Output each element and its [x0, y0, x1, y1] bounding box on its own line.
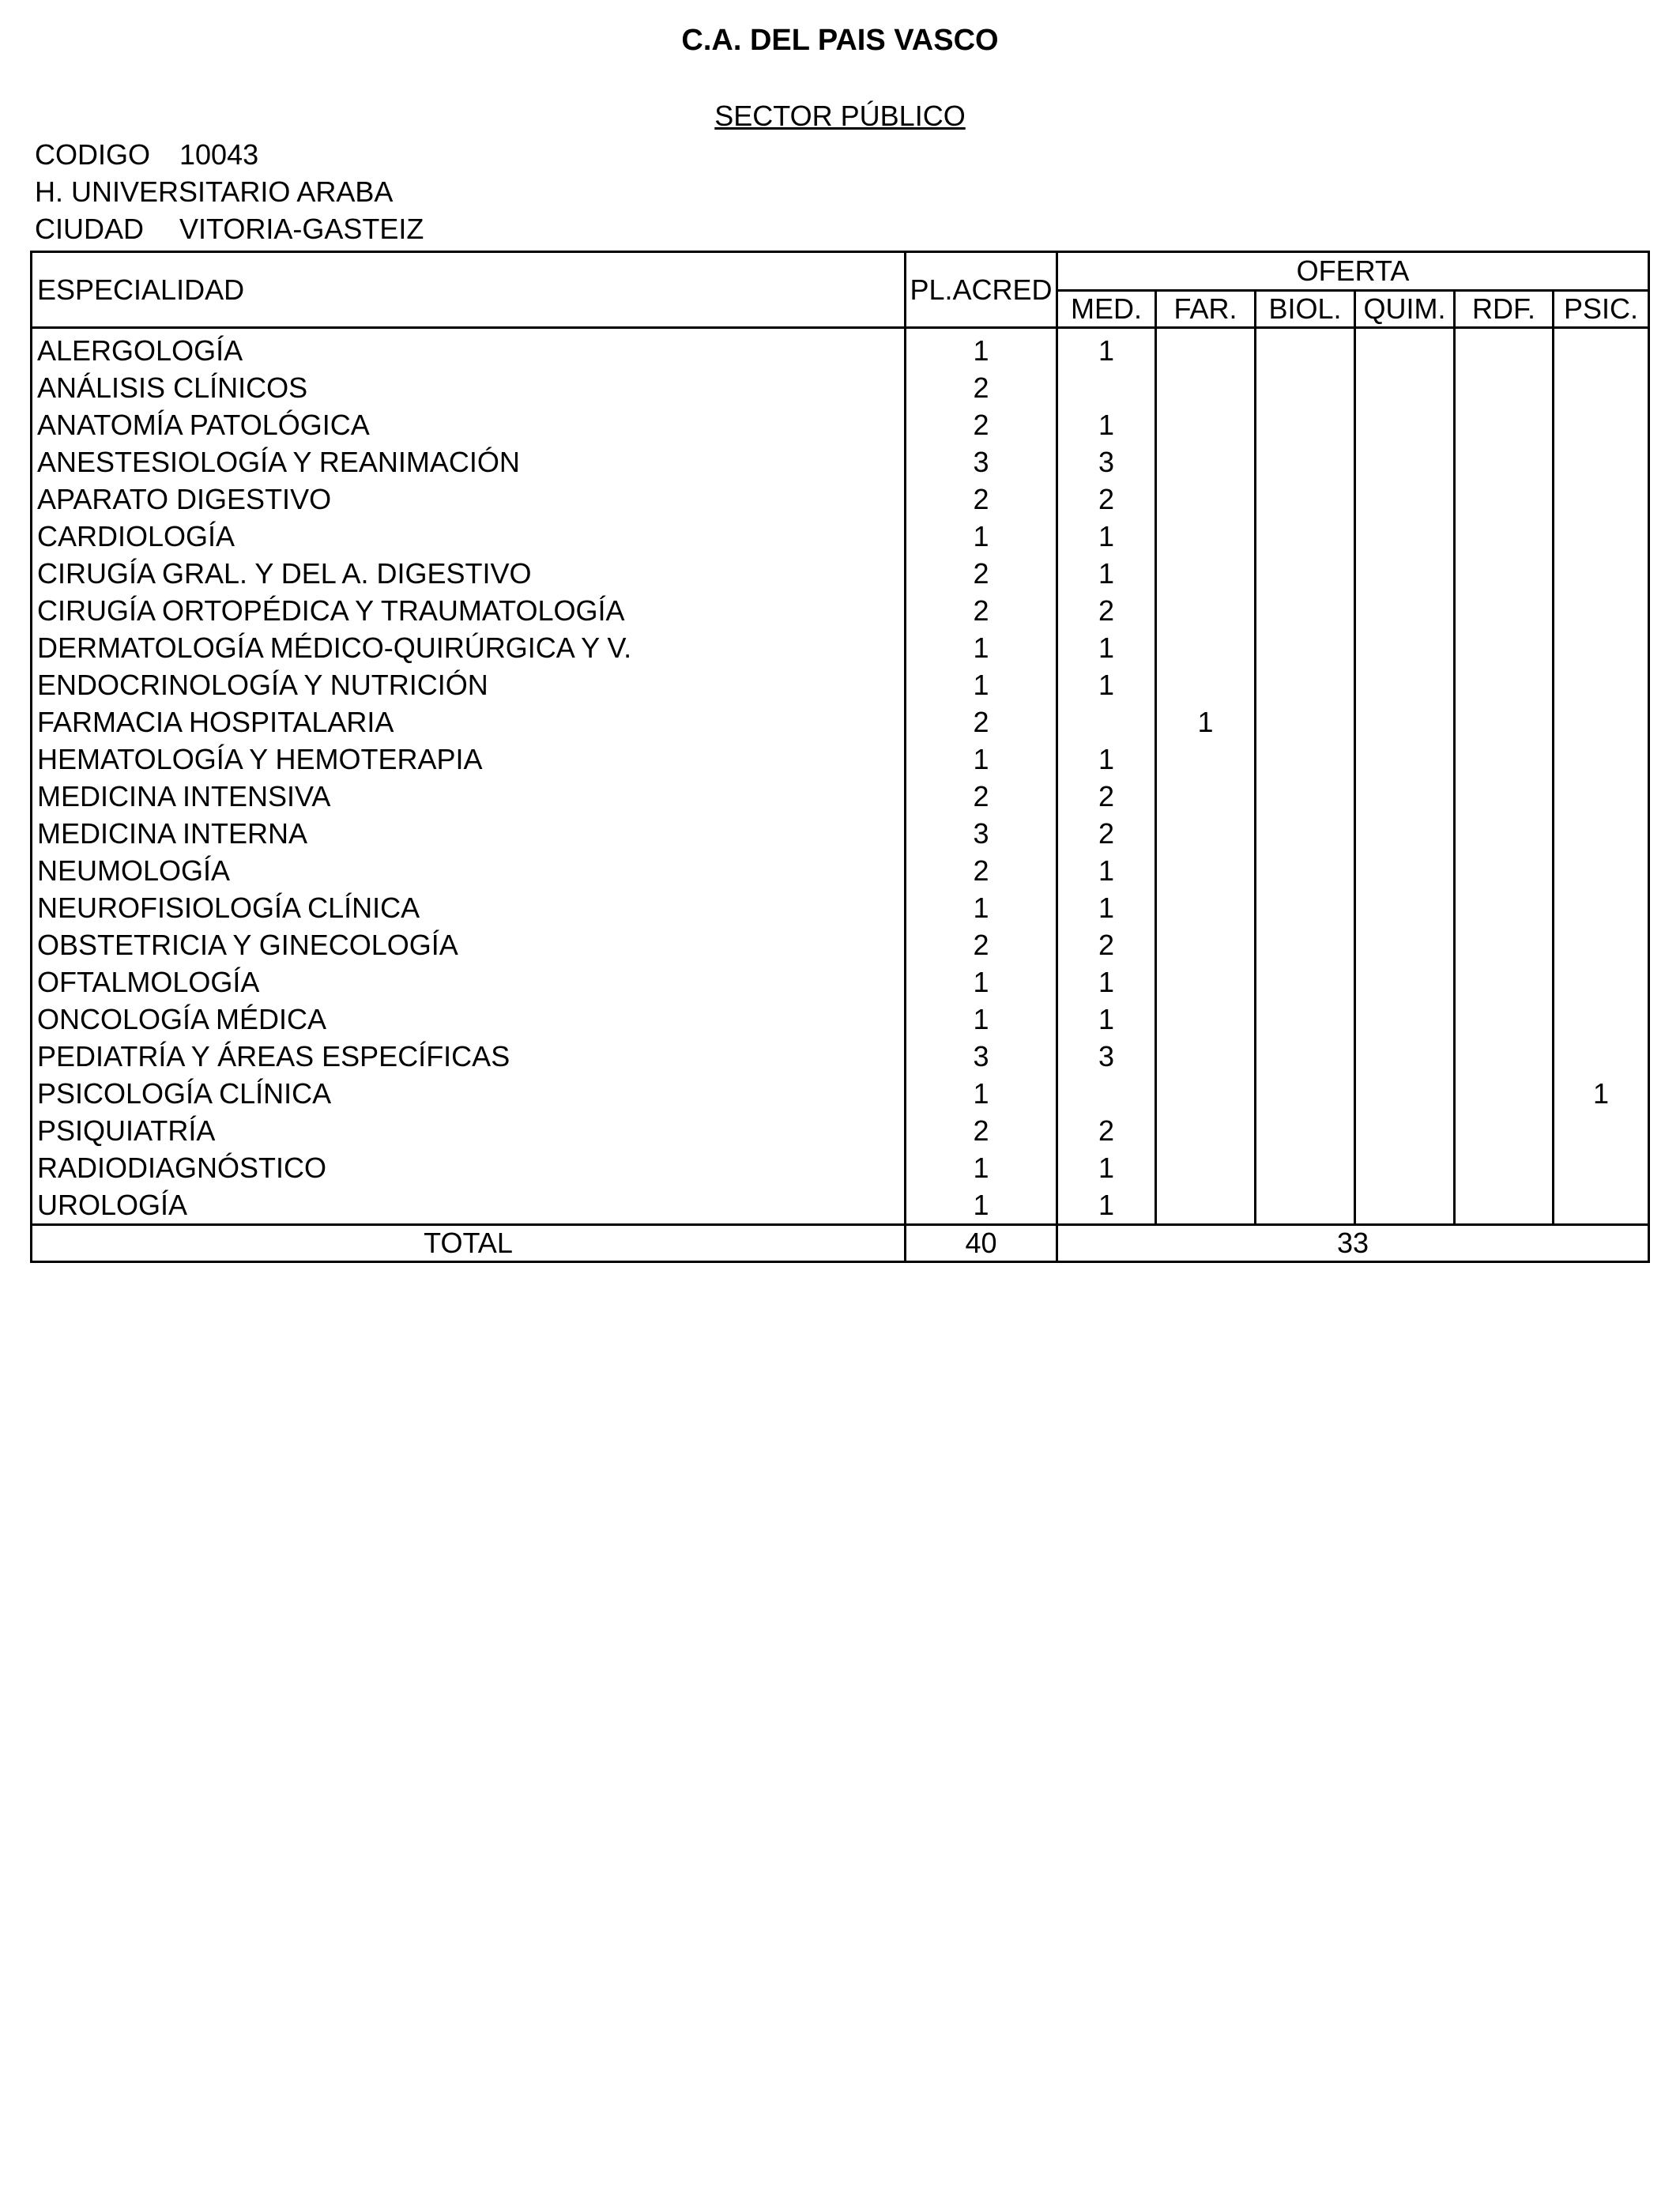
cell-name: ANÁLISIS CLÍNICOS — [32, 369, 906, 406]
cell-biol — [1256, 815, 1355, 852]
cell-psic — [1554, 1149, 1649, 1186]
cell-psic — [1554, 815, 1649, 852]
table-row — [32, 369, 1649, 406]
cell-med: 1 — [1057, 963, 1156, 1001]
table-row — [32, 443, 1649, 481]
cell-med — [1057, 703, 1156, 741]
cell-psic — [1554, 889, 1649, 926]
cell-psic — [1554, 1001, 1649, 1038]
cell-far — [1156, 1075, 1256, 1112]
table-row — [32, 592, 1649, 629]
cell-quim — [1355, 406, 1455, 443]
codigo-value: 10043 — [179, 138, 259, 171]
table-row — [32, 703, 1649, 741]
cell-quim — [1355, 369, 1455, 406]
cell-placred: 1 — [906, 518, 1057, 555]
cell-rdf — [1455, 703, 1554, 741]
table-row — [32, 406, 1649, 443]
cell-name: ALERGOLOGÍA — [32, 328, 906, 370]
table-row — [32, 1001, 1649, 1038]
cell-placred: 2 — [906, 481, 1057, 518]
table-row — [32, 815, 1649, 852]
cell-med: 2 — [1057, 778, 1156, 815]
cell-biol — [1256, 1001, 1355, 1038]
cell-psic — [1554, 443, 1649, 481]
cell-rdf — [1455, 1149, 1554, 1186]
cell-placred: 3 — [906, 1038, 1057, 1075]
page-title: C.A. DEL PAIS VASCO — [681, 24, 999, 57]
cell-far — [1156, 741, 1256, 778]
cell-rdf — [1455, 481, 1554, 518]
cell-med: 1 — [1057, 629, 1156, 666]
cell-placred: 1 — [906, 1186, 1057, 1225]
col-header-quim: QUIM. — [1355, 291, 1455, 328]
total-oferta: 33 — [1057, 1225, 1649, 1262]
cell-placred: 2 — [906, 778, 1057, 815]
cell-name: PSICOLOGÍA CLÍNICA — [32, 1075, 906, 1112]
header-row-1 — [32, 252, 1649, 291]
col-header-biol: BIOL. — [1256, 291, 1355, 328]
total-placred: 40 — [906, 1225, 1057, 1262]
cell-name: ANATOMÍA PATOLÓGICA — [32, 406, 906, 443]
cell-name: MEDICINA INTENSIVA — [32, 778, 906, 815]
ciudad-label: CIUDAD — [35, 213, 145, 245]
cell-quim — [1355, 443, 1455, 481]
cell-name: OFTALMOLOGÍA — [32, 963, 906, 1001]
cell-biol — [1256, 555, 1355, 592]
cell-name: NEUMOLOGÍA — [32, 852, 906, 889]
cell-name: MEDICINA INTERNA — [32, 815, 906, 852]
table-row — [32, 1075, 1649, 1112]
cell-med: 1 — [1057, 852, 1156, 889]
cell-far — [1156, 629, 1256, 666]
cell-placred: 1 — [906, 889, 1057, 926]
sector-label: SECTOR PÚBLICO — [714, 100, 966, 132]
cell-far — [1156, 666, 1256, 703]
cell-psic — [1554, 406, 1649, 443]
cell-biol — [1256, 666, 1355, 703]
cell-name: ONCOLOGÍA MÉDICA — [32, 1001, 906, 1038]
cell-rdf — [1455, 815, 1554, 852]
cell-biol — [1256, 741, 1355, 778]
table-row — [32, 778, 1649, 815]
cell-psic — [1554, 1112, 1649, 1149]
cell-rdf — [1455, 666, 1554, 703]
cell-quim — [1355, 1149, 1455, 1186]
cell-far — [1156, 555, 1256, 592]
cell-med — [1057, 369, 1156, 406]
cell-placred: 1 — [906, 963, 1057, 1001]
cell-far — [1156, 369, 1256, 406]
cell-psic — [1554, 703, 1649, 741]
cell-rdf — [1455, 555, 1554, 592]
ciudad-value: VITORIA-GASTEIZ — [179, 213, 424, 245]
cell-quim — [1355, 518, 1455, 555]
cell-med: 2 — [1057, 926, 1156, 963]
cell-biol — [1256, 1038, 1355, 1075]
cell-med: 1 — [1057, 1186, 1156, 1225]
cell-far — [1156, 328, 1256, 370]
cell-name: APARATO DIGESTIVO — [32, 481, 906, 518]
cell-biol — [1256, 1186, 1355, 1225]
table-row — [32, 963, 1649, 1001]
cell-placred: 3 — [906, 443, 1057, 481]
cell-placred: 3 — [906, 815, 1057, 852]
codigo-line — [35, 138, 259, 172]
cell-quim — [1355, 852, 1455, 889]
cell-quim — [1355, 666, 1455, 703]
cell-psic — [1554, 629, 1649, 666]
table-row — [32, 889, 1649, 926]
hospital-name: H. UNIVERSITARIO ARABA — [35, 175, 394, 208]
col-header-med: MED. — [1057, 291, 1156, 328]
cell-quim — [1355, 815, 1455, 852]
cell-med: 1 — [1057, 555, 1156, 592]
cell-name: CARDIOLOGÍA — [32, 518, 906, 555]
cell-far — [1156, 1112, 1256, 1149]
cell-placred: 2 — [906, 852, 1057, 889]
cell-med: 1 — [1057, 889, 1156, 926]
table-row — [32, 926, 1649, 963]
cell-quim — [1355, 555, 1455, 592]
cell-rdf — [1455, 778, 1554, 815]
cell-far — [1156, 592, 1256, 629]
cell-far — [1156, 1038, 1256, 1075]
cell-quim — [1355, 481, 1455, 518]
cell-med: 1 — [1057, 518, 1156, 555]
table-row — [32, 481, 1649, 518]
cell-far — [1156, 963, 1256, 1001]
table-row — [32, 1186, 1649, 1225]
cell-far — [1156, 481, 1256, 518]
total-label: TOTAL — [32, 1225, 906, 1262]
cell-quim — [1355, 1186, 1455, 1225]
cell-name: CIRUGÍA GRAL. Y DEL A. DIGESTIVO — [32, 555, 906, 592]
cell-biol — [1256, 889, 1355, 926]
cell-rdf — [1455, 889, 1554, 926]
sector-heading — [0, 100, 1680, 133]
cell-med: 2 — [1057, 1112, 1156, 1149]
cell-biol — [1256, 1075, 1355, 1112]
cell-med: 1 — [1057, 1001, 1156, 1038]
cell-biol — [1256, 629, 1355, 666]
cell-psic — [1554, 555, 1649, 592]
cell-placred: 1 — [906, 328, 1057, 370]
cell-rdf — [1455, 328, 1554, 370]
cell-med: 1 — [1057, 406, 1156, 443]
cell-placred: 2 — [906, 555, 1057, 592]
cell-name: PEDIATRÍA Y ÁREAS ESPECÍFICAS — [32, 1038, 906, 1075]
cell-placred: 1 — [906, 741, 1057, 778]
cell-placred: 1 — [906, 1075, 1057, 1112]
cell-name: RADIODIAGNÓSTICO — [32, 1149, 906, 1186]
cell-med: 1 — [1057, 1149, 1156, 1186]
cell-biol — [1256, 1112, 1355, 1149]
cell-far — [1156, 406, 1256, 443]
cell-far — [1156, 889, 1256, 926]
cell-quim — [1355, 328, 1455, 370]
cell-biol — [1256, 369, 1355, 406]
cell-quim — [1355, 889, 1455, 926]
table-row — [32, 852, 1649, 889]
cell-psic — [1554, 518, 1649, 555]
cell-name: FARMACIA HOSPITALARIA — [32, 703, 906, 741]
cell-name: HEMATOLOGÍA Y HEMOTERAPIA — [32, 741, 906, 778]
cell-psic — [1554, 963, 1649, 1001]
cell-placred: 1 — [906, 629, 1057, 666]
table-row — [32, 555, 1649, 592]
cell-biol — [1256, 1149, 1355, 1186]
cell-far — [1156, 1149, 1256, 1186]
cell-med: 1 — [1057, 328, 1156, 370]
cell-far — [1156, 852, 1256, 889]
cell-placred: 1 — [906, 1149, 1057, 1186]
cell-placred: 2 — [906, 926, 1057, 963]
table-row — [32, 328, 1649, 370]
col-header-placred: PL.ACRED — [906, 252, 1057, 328]
cell-biol — [1256, 963, 1355, 1001]
cell-psic — [1554, 778, 1649, 815]
cell-name: OBSTETRICIA Y GINECOLOGÍA — [32, 926, 906, 963]
cell-med: 3 — [1057, 443, 1156, 481]
cell-name: UROLOGÍA — [32, 1186, 906, 1225]
cell-rdf — [1455, 518, 1554, 555]
cell-rdf — [1455, 741, 1554, 778]
cell-far — [1156, 778, 1256, 815]
cell-far — [1156, 1001, 1256, 1038]
cell-med: 1 — [1057, 666, 1156, 703]
cell-rdf — [1455, 406, 1554, 443]
codigo-label: CODIGO — [35, 138, 151, 171]
cell-placred: 2 — [906, 592, 1057, 629]
cell-rdf — [1455, 592, 1554, 629]
cell-placred: 2 — [906, 703, 1057, 741]
cell-placred: 2 — [906, 1112, 1057, 1149]
cell-name: DERMATOLOGÍA MÉDICO-QUIRÚRGICA Y V. — [32, 629, 906, 666]
ciudad-line — [35, 213, 424, 246]
cell-med: 2 — [1057, 592, 1156, 629]
cell-med: 2 — [1057, 481, 1156, 518]
cell-biol — [1256, 703, 1355, 741]
cell-psic — [1554, 741, 1649, 778]
cell-rdf — [1455, 443, 1554, 481]
table-row — [32, 666, 1649, 703]
col-header-far: FAR. — [1156, 291, 1256, 328]
cell-placred: 2 — [906, 369, 1057, 406]
cell-psic — [1554, 328, 1649, 370]
cell-rdf — [1455, 369, 1554, 406]
cell-psic — [1554, 852, 1649, 889]
cell-rdf — [1455, 1001, 1554, 1038]
cell-biol — [1256, 926, 1355, 963]
cell-far — [1156, 1186, 1256, 1225]
cell-quim — [1355, 703, 1455, 741]
cell-psic — [1554, 1186, 1649, 1225]
cell-biol — [1256, 406, 1355, 443]
cell-biol — [1256, 328, 1355, 370]
col-header-psic: PSIC. — [1554, 291, 1649, 328]
cell-biol — [1256, 443, 1355, 481]
cell-name: ENDOCRINOLOGÍA Y NUTRICIÓN — [32, 666, 906, 703]
cell-psic — [1554, 369, 1649, 406]
cell-far — [1156, 926, 1256, 963]
cell-biol — [1256, 592, 1355, 629]
cell-quim — [1355, 629, 1455, 666]
cell-far — [1156, 443, 1256, 481]
cell-med: 2 — [1057, 815, 1156, 852]
cell-psic — [1554, 592, 1649, 629]
cell-med — [1057, 1075, 1156, 1112]
cell-quim — [1355, 1038, 1455, 1075]
cell-psic: 1 — [1554, 1075, 1649, 1112]
cell-name: CIRUGÍA ORTOPÉDICA Y TRAUMATOLOGÍA — [32, 592, 906, 629]
cell-med: 3 — [1057, 1038, 1156, 1075]
cell-psic — [1554, 481, 1649, 518]
table-row — [32, 629, 1649, 666]
cell-rdf — [1455, 1038, 1554, 1075]
cell-rdf — [1455, 926, 1554, 963]
cell-quim — [1355, 1112, 1455, 1149]
cell-biol — [1256, 778, 1355, 815]
cell-quim — [1355, 778, 1455, 815]
table-row — [32, 1149, 1649, 1186]
cell-placred: 1 — [906, 666, 1057, 703]
cell-quim — [1355, 926, 1455, 963]
cell-rdf — [1455, 629, 1554, 666]
cell-quim — [1355, 1075, 1455, 1112]
cell-biol — [1256, 518, 1355, 555]
cell-quim — [1355, 741, 1455, 778]
cell-rdf — [1455, 963, 1554, 1001]
cell-psic — [1554, 666, 1649, 703]
cell-placred: 1 — [906, 1001, 1057, 1038]
table-row — [32, 741, 1649, 778]
especialidades-table — [30, 251, 1650, 1263]
cell-biol — [1256, 481, 1355, 518]
cell-quim — [1355, 1001, 1455, 1038]
cell-far: 1 — [1156, 703, 1256, 741]
cell-far — [1156, 518, 1256, 555]
col-header-rdf: RDF. — [1455, 291, 1554, 328]
cell-quim — [1355, 963, 1455, 1001]
cell-placred: 2 — [906, 406, 1057, 443]
cell-name: ANESTESIOLOGÍA Y REANIMACIÓN — [32, 443, 906, 481]
cell-name: NEUROFISIOLOGÍA CLÍNICA — [32, 889, 906, 926]
cell-quim — [1355, 592, 1455, 629]
table-row — [32, 1038, 1649, 1075]
cell-name: PSIQUIATRÍA — [32, 1112, 906, 1149]
cell-far — [1156, 815, 1256, 852]
cell-med: 1 — [1057, 741, 1156, 778]
cell-rdf — [1455, 852, 1554, 889]
col-header-especialidad: ESPECIALIDAD — [32, 252, 906, 328]
cell-psic — [1554, 926, 1649, 963]
table-row — [32, 518, 1649, 555]
col-header-oferta: OFERTA — [1057, 252, 1649, 291]
cell-biol — [1256, 852, 1355, 889]
cell-rdf — [1455, 1075, 1554, 1112]
total-row — [32, 1225, 1649, 1262]
cell-rdf — [1455, 1186, 1554, 1225]
table-row — [32, 1112, 1649, 1149]
cell-psic — [1554, 1038, 1649, 1075]
cell-rdf — [1455, 1112, 1554, 1149]
